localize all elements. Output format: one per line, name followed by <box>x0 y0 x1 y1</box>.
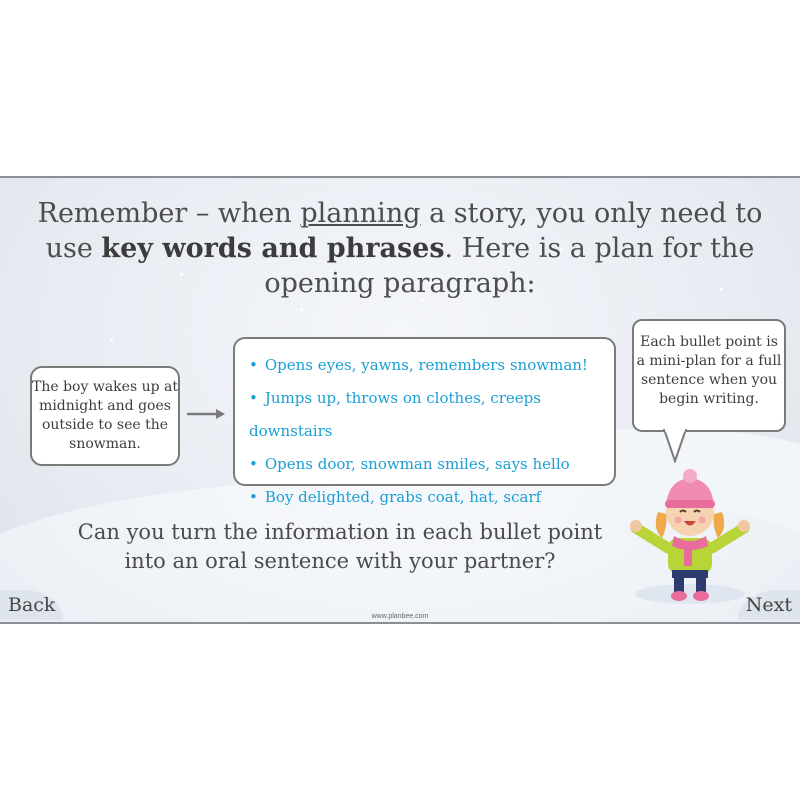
bullet-list <box>249 349 600 514</box>
bullet-plan-box <box>233 337 616 506</box>
slide <box>0 176 800 624</box>
snowflake <box>300 308 303 311</box>
title-text-3: . Here is a plan for the opening paragraph: <box>264 233 755 299</box>
next-button[interactable]: Next <box>738 590 800 620</box>
title-bold-phrase: key words and phrases <box>101 233 445 264</box>
title-text-1: Remember – when <box>37 198 301 229</box>
summary-text: The boy wakes up at midnight and goes outside to see the snowman. <box>32 379 178 452</box>
back-button[interactable]: Back <box>0 590 63 620</box>
speech-bubble-text: Each bullet point is a mini-plan for a full sentence when you begin writing. <box>636 334 782 407</box>
girl-snow-angel-illustration <box>628 466 752 606</box>
snowflake <box>110 338 113 341</box>
speech-bubble-tail <box>662 429 690 463</box>
summary-box <box>30 366 180 466</box>
bullet-item: • Opens eyes, yawns, remembers snowman! <box>249 349 600 382</box>
speech-bubble <box>632 319 786 432</box>
slide-title <box>20 196 780 301</box>
right-arrow-icon <box>186 408 226 420</box>
bullet-item: • Opens door, snowman smiles, says hello <box>249 448 600 481</box>
discussion-question: Can you turn the information in each bullet point into an oral sentence with your partner? <box>77 520 603 573</box>
footer-website: www.planbee.com <box>371 613 429 620</box>
bullet-item: • Boy delighted, grabs coat, hat, scarf <box>249 481 600 514</box>
title-underlined-word: planning <box>300 198 421 229</box>
bullet-item: • Jumps up, throws on clothes, creeps downstairs <box>249 382 600 448</box>
title-text-2: a story, you only need to use <box>45 198 763 264</box>
